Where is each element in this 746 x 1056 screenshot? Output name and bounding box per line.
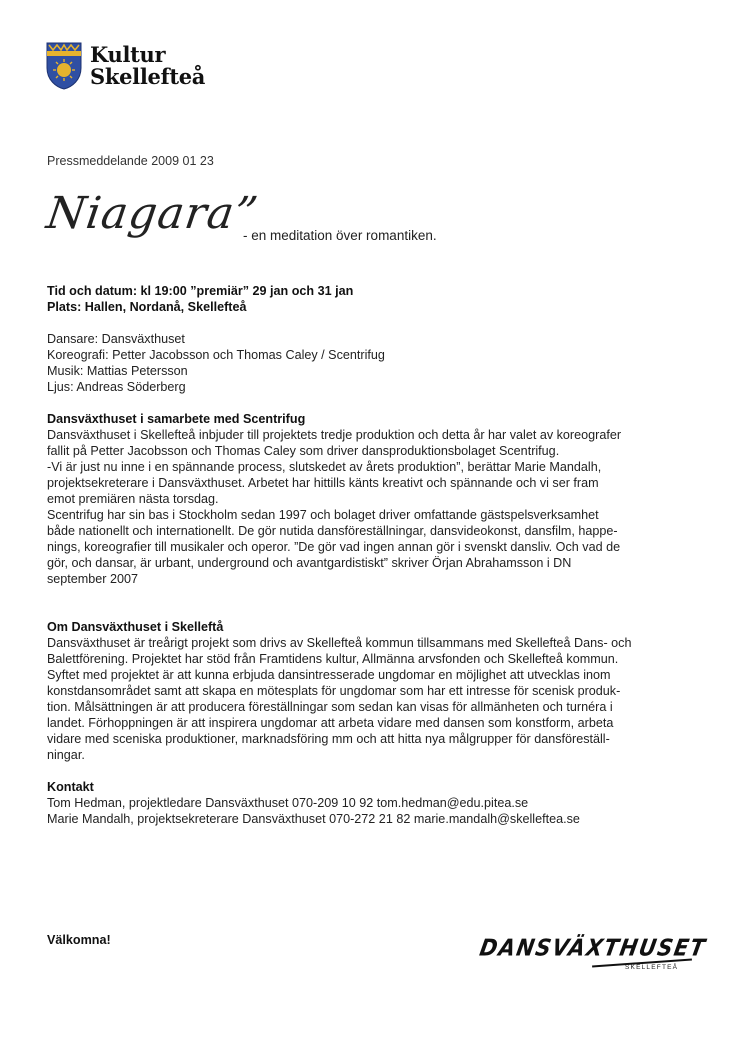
dansvaxthuset-subtitle: SKELLEFTEÅ [625,964,679,971]
credit-line: Koreografi: Petter Jacobsson och Thomas Caley / Scentrifug [47,348,385,362]
body-line: landet. Förhoppningen är att inspirera ungdomar att arbeta vidare med dansen som konstform, arbeta [47,716,614,730]
document-body [47,283,717,827]
title-niagara: Niagara” [43,188,262,239]
welcome-text: Välkomna! [47,933,111,947]
dansvaxthuset-logo [477,934,709,986]
contact-line: Marie Mandalh, projektsekreterare Dansväxthuset 070-272 21 82 marie.mandalh@skelleftea.se [47,812,580,826]
body-line: konstdansområdet samt att skapa en mötesplats för ungdomar som har ett intresse för scenisk produk- [47,684,621,698]
press-release-date: Pressmeddelande 2009 01 23 [47,154,214,168]
body-line: fallit på Petter Jacobsson och Thomas Caley som driver dansproduktionsbolaget Scentrifug. [47,444,560,458]
contact-line: Tom Hedman, projektledare Dansväxthuset 070-209 10 92 tom.hedman@edu.pitea.se [47,796,529,810]
logo-wordmark [90,44,205,88]
logo-line-2: Skellefteå [90,64,206,89]
body-line: -Vi är just nu inne i en spännande process, slutskedet av årets produktion”, berättar Marie Mandalh, [47,460,602,474]
body-line: Dansväxthuset är treårigt projekt som drivs av Skellefteå kommun tillsammans med Skellefteå Dans- och [47,636,632,650]
body-line: Scentrifug har sin bas i Stockholm sedan 1997 och bolaget driver omfattande gästspelsverksamhet [47,508,599,522]
credit-line: Musik: Mattias Petersson [47,364,188,378]
body-line: september 2007 [47,572,139,586]
section-heading: Dansväxthuset i samarbete med Scentrifug [47,412,306,426]
section-heading: Om Dansväxthuset i Skelleftå [47,620,224,634]
event-time: Tid och datum: kl 19:00 ”premiär” 29 jan och 31 jan [47,284,354,298]
body-line: ningar. [47,748,85,762]
kultur-skelleftea-logo [46,42,206,94]
dansvaxthuset-wordmark: DANSVÄXTHUSET [477,934,709,962]
body-line: Balettförening. Projektet har stöd från Framtidens kultur, Allmänna arvsfonden och Skellefteå kommun. [47,652,619,666]
body-line: Dansväxthuset i Skellefteå inbjuder till projektets tredje produktion och detta år har valet av koreografer [47,428,622,442]
title-row [43,188,647,258]
body-line: både nationellt och internationellt. De gör nutida dansföreställningar, dansvideokonst, dansfilm, happe- [47,524,618,538]
contact-heading: Kontakt [47,780,94,794]
coat-of-arms-icon [46,42,82,90]
title-subtitle: - en meditation över romantiken. [243,228,437,243]
body-line: vidare med sceniska produktioner, marknadsföring mm och att hitta nya målgrupper för dansföreställ- [47,732,610,746]
logo-line-1: Kultur [90,42,166,67]
body-line: tion. Målsättningen är att producera föreställningar som sedan kan visas för allmänheten och turnéra i [47,700,613,714]
body-line: Syftet med projektet är att kunna erbjuda dansintresserade ungdomar en möjlighet att utvecklas inom [47,668,611,682]
body-line: emot premiären nästa torsdag. [47,492,219,506]
credit-line: Ljus: Andreas Söderberg [47,380,186,394]
event-place: Plats: Hallen, Nordanå, Skellefteå [47,300,247,314]
body-line: gör, och dansar, är urbant, underground och avantgardistiskt” skriver Örjan Abrahamsson i DN [47,556,572,570]
body-line: projektsekreterare i Dansväxthuset. Arbetet har hittills känts kreativt och spännande och vi ser fram [47,476,599,490]
credit-line: Dansare: Dansväxthuset [47,332,185,346]
body-line: nings, koreografier till musikaler och operor. ”De gör vad ingen annan gör i svenskt dansliv. Och vad de [47,540,621,554]
